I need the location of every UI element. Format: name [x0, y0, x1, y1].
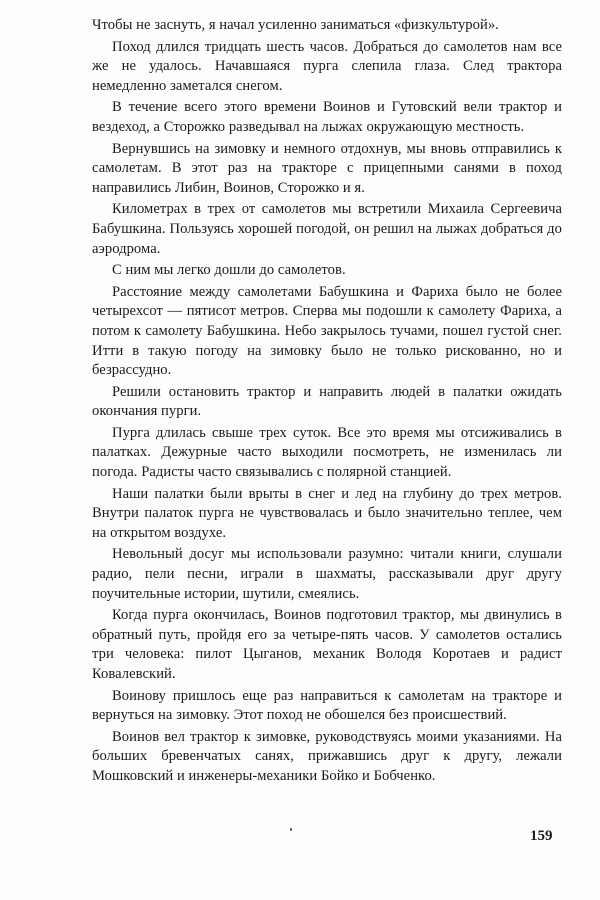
- paragraph: Чтобы не заснуть, я начал усиленно заниматься «физкультурой».: [92, 17, 499, 33]
- paragraph: Наши палатки были врыты в снег и лед на глубину до трех метров. Внутри палаток пурга не чувствовалась и было значительно теплее, чем на открытом воздухе.: [92, 485, 562, 541]
- paragraph: Поход длился тридцать шесть часов. Добраться до самолетов нам все же не удалось. Начавшаяся пурга слепила глаза. След трактора немедленно заметался снегом.: [92, 38, 562, 94]
- body-text: [92, 16, 562, 789]
- paragraph: Расстояние между самолетами Бабушкина и Фариха было не более четырехсот — пятисот метров. Сперва мы подошли к самолету Фариха, а потом к самолету Бабушкина. Небо закрылось тучами, пошел густой снег. Итти в такую погоду на зимовку было не только рискованно, но и безрассудно.: [92, 283, 562, 379]
- paragraph: Когда пурга окончилась, Воинов подготовил трактор, мы двинулись в обратный путь, пройдя его за четыре-пять часов. У самолетов остались три человека: пилот Цыганов, механик Володя Коротаев и радист Ковалевский.: [92, 607, 562, 682]
- paragraph: Воинову пришлось еще раз направиться к самолетам на тракторе и вернуться на зимовку. Этот поход не обошелся без происшествий.: [92, 687, 562, 724]
- paragraph: Решили остановить трактор и направить людей в палатки ожидать окончания пурги.: [92, 383, 562, 420]
- paragraph: В течение всего этого времени Воинов и Гутовский вели трактор и вездеход, а Сторожко разведывал на лыжах окружающую местность.: [92, 99, 562, 135]
- paragraph: Пурга длилась свыше трех суток. Все это время мы отсиживались в палатках. Дежурные часто выходили посмотреть, не изменилась ли погода. Радисты часто связывались с полярной станцией.: [92, 424, 562, 481]
- paragraph: Вернувшись на зимовку и немного отдохнув, мы вновь отправились к самолетам. В этот раз на тракторе с прицепными санями в поход направились Либин, Воинов, Сторожко и я.: [92, 140, 562, 196]
- paragraph: С ним мы легко дошли до самолетов.: [112, 262, 346, 279]
- page-number: 159: [530, 828, 553, 844]
- paragraph: Воинов вел трактор к зимовке, руководствуясь моими указаниями. На больших бревенчатых санях, прижавшись друг к другу, лежали Мошковский и инженеры-механики Бойко и Бобченко.: [92, 728, 562, 784]
- paragraph: Километрах в трех от самолетов мы встретили Михаила Сергеевича Бабушкина. Пользуясь хорошей погодой, он решил на лыжах добраться до аэродрома.: [92, 201, 562, 257]
- paragraph: Невольный досуг мы использовали разумно: читали книги, слушали радио, пели песни, играли в шахматы, рассказывали друг другу поучительные истории, шутили, смеялись.: [92, 546, 562, 602]
- print-speck: [290, 828, 292, 831]
